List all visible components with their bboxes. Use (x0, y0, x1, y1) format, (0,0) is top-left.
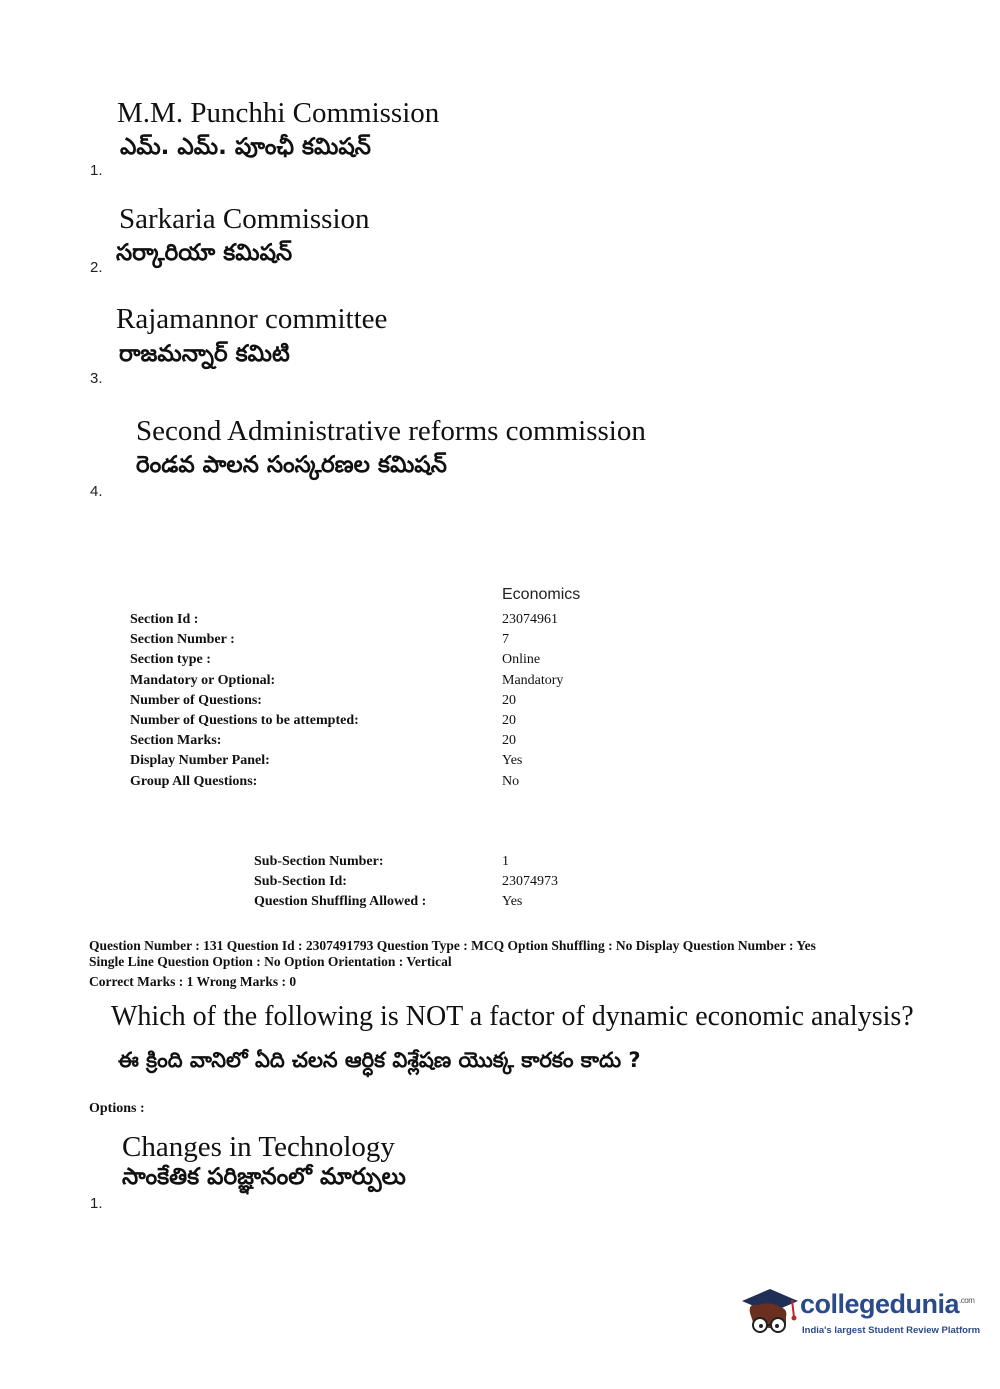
num-questions-label: Number of Questions: (130, 692, 262, 708)
prev-option-1-english: M.M. Punchhi Commission (117, 97, 440, 129)
section-title: Economics (502, 586, 581, 603)
options-label: Options : (89, 1101, 145, 1116)
subsection-labels (254, 852, 426, 913)
option-1-number: 1. (90, 1195, 103, 1212)
section-marks-value: 20 (502, 733, 516, 749)
question-meta-line-1: Question Number : 131 Question Id : 2307491793 Question Type : MCQ Option Shuffling : No Display Question Number : Yes (89, 938, 816, 953)
option-1-telugu: సాంకేతిక పరిజ్ఞానంలో మార్పులు (122, 1164, 406, 1190)
number-panel-value: Yes (502, 753, 523, 769)
shuffling-label: Question Shuffling Allowed : (254, 894, 427, 910)
question-text-telugu: ఈ క్రింది వానిలో ఏది చలన ఆర్ధిక విశ్లేషణ యొక్క కారకం కాదు ? (118, 1048, 641, 1072)
mandatory-value: Mandatory (502, 672, 564, 688)
student-mascot-icon (740, 1283, 800, 1349)
section-number-label: Section Number : (130, 632, 235, 648)
num-attempt-value: 20 (502, 713, 516, 729)
section-id-value: 23074961 (502, 612, 558, 627)
subsection-number-label: Sub-Section Number: (254, 854, 384, 869)
question-marks-line: Correct Marks : 1 Wrong Marks : 0 (89, 974, 297, 989)
prev-option-2-telugu: సర్కారియా కమిషన్ (116, 240, 293, 266)
section-type-label: Section type : (130, 652, 211, 668)
prev-option-4-telugu: రెండవ పాలన సంస్కరణల కమిషన్ (136, 452, 447, 478)
num-attempt-label: Number of Questions to be attempted: (130, 713, 359, 729)
prev-option-2-english: Sarkaria Commission (119, 203, 370, 235)
section-labels (130, 610, 359, 792)
question-meta-line-2: Single Line Question Option : No Option Orientation : Vertical (89, 954, 452, 969)
brand-name (800, 1289, 974, 1320)
prev-option-2-number: 2. (90, 259, 103, 276)
prev-option-1-number: 1. (90, 162, 103, 179)
section-type-value: Online (502, 652, 541, 668)
prev-option-4-number: 4. (90, 483, 103, 500)
mandatory-label: Mandatory or Optional: (130, 672, 276, 688)
section-number-value: 7 (502, 632, 509, 648)
subsection-id-label: Sub-Section Id: (254, 874, 347, 890)
brand-suffix: .com (959, 1296, 975, 1305)
prev-option-4-english: Second Administrative reforms commission (136, 415, 646, 447)
prev-option-3-number: 3. (90, 370, 103, 387)
brand-tagline: India's largest Student Review Platform (802, 1325, 981, 1336)
question-text-english: Which of the following is NOT a factor of dynamic economic analysis? (111, 1001, 914, 1032)
question-meta (89, 938, 816, 990)
prev-option-3-english: Rajamannor committee (116, 303, 388, 335)
section-marks-label: Section Marks: (130, 733, 222, 749)
section-values (502, 610, 563, 792)
brand-name-text: collegedunia (800, 1289, 960, 1319)
subsection-number-value: 1 (502, 854, 509, 869)
num-questions-value: 20 (502, 692, 516, 708)
number-panel-label: Display Number Panel: (130, 753, 270, 769)
group-questions-label: Group All Questions: (130, 773, 258, 789)
option-1-english: Changes in Technology (122, 1131, 395, 1163)
prev-option-1-telugu: ఎమ్. ఎమ్. పూంఛీ కమిషన్ (120, 134, 371, 160)
prev-option-3-telugu: రాజమన్నార్ కమిటి (119, 341, 290, 367)
collegedunia-watermark (740, 1283, 981, 1349)
group-questions-value: No (502, 773, 520, 789)
shuffling-value: Yes (502, 894, 523, 910)
subsection-id-value: 23074973 (502, 874, 558, 890)
section-id-label: Section Id : (130, 612, 199, 627)
subsection-values (502, 852, 558, 913)
